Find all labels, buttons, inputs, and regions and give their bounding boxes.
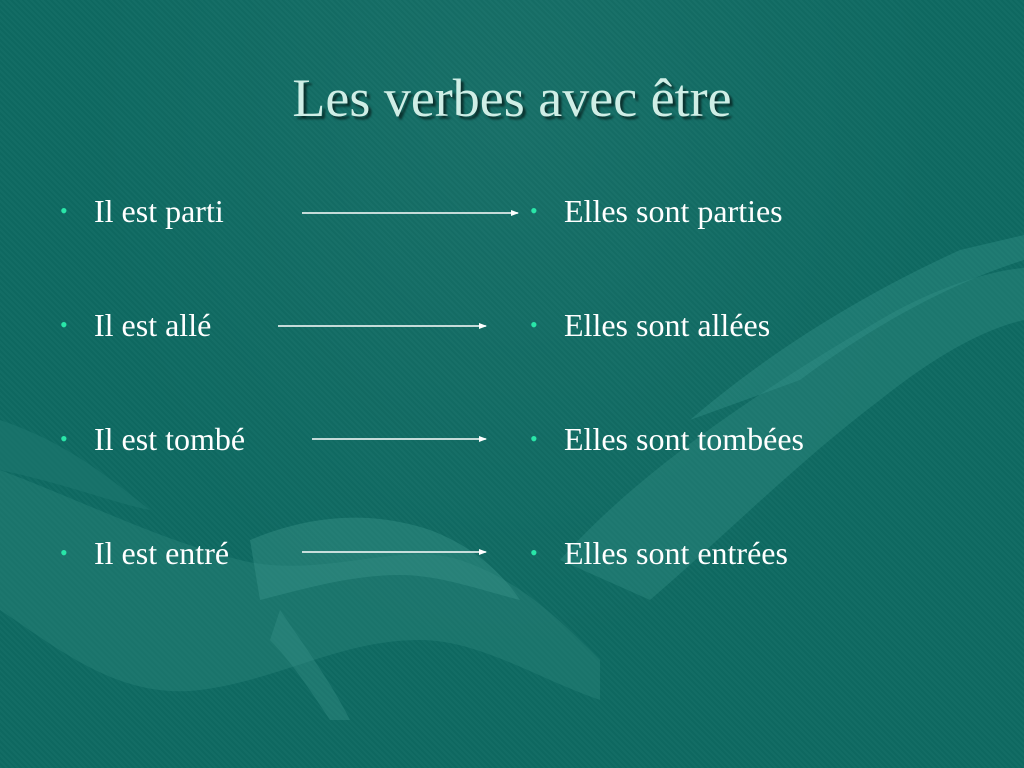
bullet-icon: • [60,540,68,565]
bullet-icon: • [530,540,538,565]
left-item-text: Il est tombé [94,421,246,457]
slide-title: Les verbes avec être [292,68,732,128]
bullet-icon: • [530,426,538,451]
bullet-icon: • [530,198,538,223]
right-item-text: Elles sont tombées [564,421,804,457]
right-item-text: Elles sont entrées [564,535,788,571]
right-item-text: Elles sont parties [564,193,783,229]
bullet-icon: • [60,198,68,223]
bullet-icon: • [60,426,68,451]
left-item-text: Il est parti [94,193,224,229]
left-item-text: Il est entré [94,535,230,571]
right-item-text: Elles sont allées [564,307,771,343]
left-item-text: Il est allé [94,307,212,343]
bullet-icon: • [60,312,68,337]
bullet-icon: • [530,312,538,337]
